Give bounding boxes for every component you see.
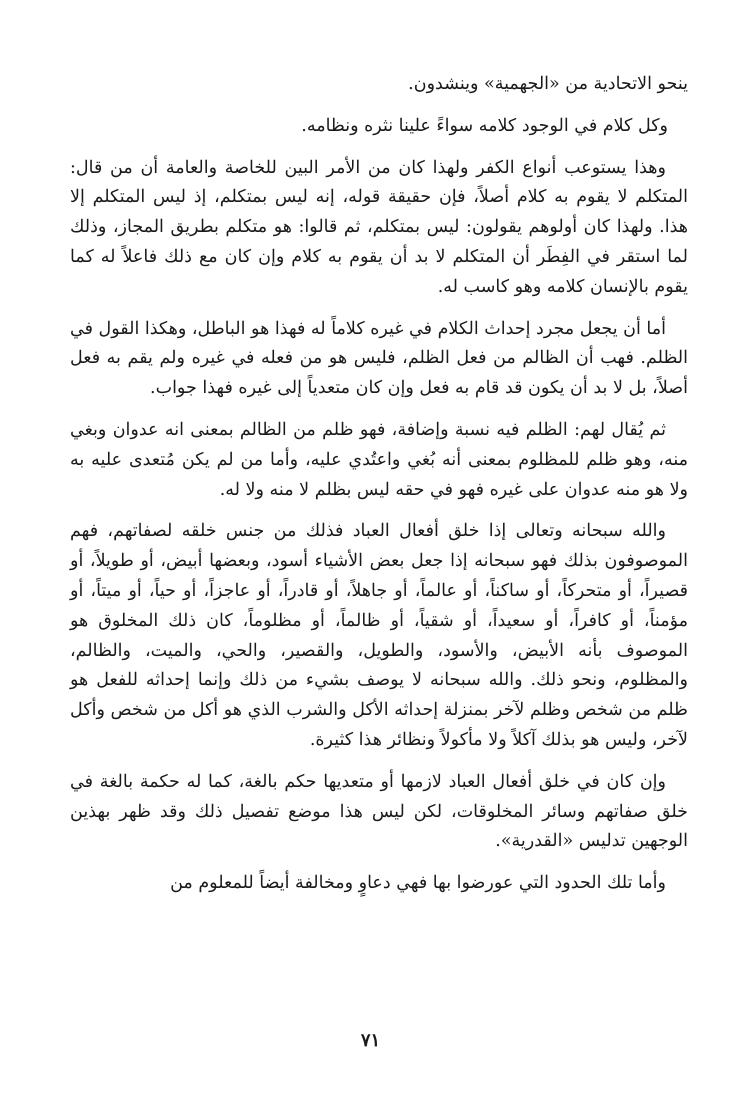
paragraph-4: ثم يُقال لهم: الظلم فيه نسبة وإضافة، فهو ظلم من الظالم بمعنى انه عدوان وبغي منه، وهو ظلم للمظلوم بمعنى أنه بُغي واعتُدي عليه، وأما من لم يكن مُتعدى عليه به ولا هو منه عدوان على غيره فهو في حقه ليس بظلم لا منه ولا له.: [70, 419, 688, 500]
paragraph-2: وهذا يستوعب أنواع الكفر ولهذا كان من الأمر البين للخاصة والعامة أن من قال: المتكلم لا يقوم به كلام أصلاً، فإن حقيقة قوله، إنه ليس بمتكلم، إذ ليس المتكلم إلا هذا. ولهذا كان أولوهم يقولون: ليس بمتكلم، ثم قالوا: هو متكلم بطريق المجاز، وذلك لما استقر في الفِطَر أن المتكلم لا بد أن يقوم به كلام وإن كان مع ذلك فاعلاً له كما يقوم بالإنسان كلامه وهو كاسب له.: [70, 157, 688, 297]
verse-line: وكل كلام في الوجود كلامه سواءً علينا نثره ونظامه.: [301, 115, 668, 136]
paragraph-3: أما أن يجعل مجرد إحداث الكلام في غيره كلاماً له فهذا هو الباطل، وهكذا القول في الظلم. فهب أن الظالم من فعل الظلم، فليس هو من فعله في غيره ولم يقم به فعل أصلاً، بل لا بد أن يكون قد قام به فعل وإن كان متعدياً إلى غيره فهذا جواب.: [70, 318, 688, 399]
paragraph-7: وأما تلك الحدود التي عورضوا بها فهي دعاوٍ ومخالفة أيضاً للمعلوم من: [170, 873, 666, 894]
page-number: ٧١: [360, 1030, 381, 1051]
paragraph-5: والله سبحانه وتعالى إذا خلق أفعال العباد فذلك من جنس خلقه لصفاتهم، فهم الموصوفون بذلك فهو سبحانه إذا جعل بعض الأشياء أسود، وبعضها أبيض، أو طويلاً، أو قصيراً، أو متحركاً، أو ساكناً، أو عالماً، أو جاهلاً، أو قادراً، أو عاجزاً، أو حياً، أو ميتاً، أو مؤمناً، أو كافراً، أو سعيداً، أو شقياً، أو ظالماً، أو مظلوماً، كان ذلك المخلوق هو الموصوف بأنه الأبيض، والأسود، والطويل، والقصير، والحي، والميت، والظالم، والمظلوم، ونحو ذلك. والله سبحانه لا يوصف بشيء من ذلك وإنما إحداثه للفعل هو ظلم من شخص وظلم لآخر بمنزلة إحداثه الأكل والشرب الذي هو أكل من شخص وأكل لآخر، وليس هو بذلك آكلاً ولا مأكولاً ونظائر هذا كثيرة.: [70, 521, 688, 750]
paragraph-1: ينحو الاتحادية من «الجهمية» وينشدون.: [408, 74, 688, 94]
paragraph-6: وإن كان في خلق أفعال العباد لازمها أو متعديها حكم بالغة، كما له حكمة بالغة في خلق صفاتهم وسائر المخلوقات، لكن ليس هذا موضع تفصيل ذلك وقد ظهر بهذين الوجهين تدليس «القدرية».: [70, 771, 688, 852]
page-body: [70, 70, 688, 1030]
